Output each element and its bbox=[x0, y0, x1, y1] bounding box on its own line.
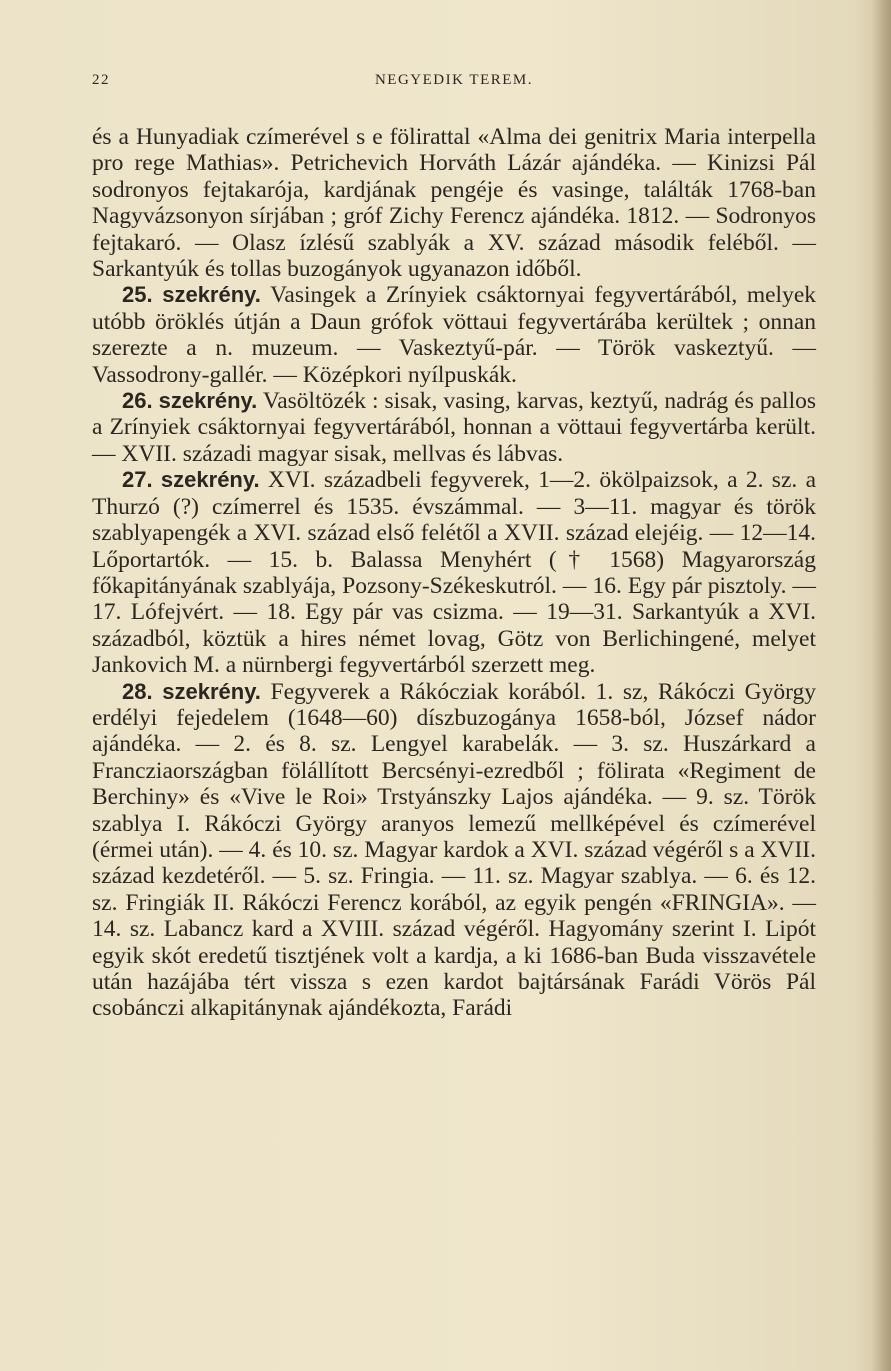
page-body bbox=[92, 124, 816, 1022]
entry-keyword: szekrény. bbox=[162, 282, 261, 308]
page-number: 22 bbox=[92, 72, 110, 88]
page-header bbox=[92, 72, 816, 94]
entry-27 bbox=[92, 467, 816, 678]
entry-28 bbox=[92, 679, 816, 1022]
entry-text: Fegyverek a Rákócziak korából. 1. sz, Rákóczi György erdélyi fejedelem (1648—60) díszbuzogánya 1658-ból, József nádor ajándéka. — 2. és 8. sz. Lengyel karabelák. — 3. sz. Huszárkard a Francziaországban fölállított Bercsényi-ezredből ; fölirata «Regiment de Berchiny» és «Vive le Roi» Trstyánszky Lajos ajándéka. — 9. sz. Török szablya I. Rákóczi György aranyos lemezű mellképével és czímerével (érmei után). — 4. és 10. sz. Magyar kardok a XVI. század végéről s a XVII. század kezdetéről. — 5. sz. Fringia. — 11. sz. Magyar szablya. — 6. és 12. sz. Fringiák II. Rákóczi Ferencz korából, az egyik pengén «FRINGIA». — 14. sz. Labancz kard a XVIII. század végéről. Hagyomány szerint I. Lipót egyik skót eredetű tisztjének volt a kardja, a ki 1686-ban Buda visszavétele után hazájába tért vissza s ezen kardot bajtársának Farádi Vörös Pál csobánczi alkapitánynak ajándékozta, Farádi bbox=[92, 678, 816, 1022]
page-edge-shadow bbox=[871, 0, 891, 1371]
entry-25 bbox=[92, 282, 816, 388]
entry-text: Vasöltözék : sisak, vasing, karvas, keztyű, nadrág és pallos a Zrínyiek csáktornyai fegyvertárából, honnan a vöttaui fegyvertárba került. — XVII. századi magyar sisak, mellvas és lábvas. bbox=[92, 388, 816, 467]
entry-text: Vasingek a Zrínyiek csáktornyai fegyvertárából, melyek utóbb öröklés útján a Daun grófok vöttaui fegyvertárába kerültek ; onnan szerezte a n. muzeum. — Vaskeztyű-pár. — Török vaskeztyű. — Vassodrony-gallér. — Középkori nyílpuskák. bbox=[92, 282, 817, 388]
entry-number: 28. bbox=[122, 678, 153, 704]
entry-number: 27. bbox=[122, 467, 153, 493]
entry-text: XVI. századbeli fegyverek, 1—2. ökölpaizsok, a 2. sz. a Thurzó (?) czímerrel és 1535. évszámmal. — 3—11. magyar és török szablyapengék a XVI. század első felétől a XVII. század elejéig. — 12—14. Lőportartók. — 15. b. Balassa Menyhért († 1568) Magyarország főkapitányának szablyája, Pozsony-Székeskutról. — 16. Egy pár pisztoly. — 17. Lófejvért. — 18. Egy pár vas csizma. — 19—31. Sarkantyúk a XVI. századból, köztük a hires német lovag, Götz von Berlichingené, melyet Jankovich M. a nürnbergi fegyvertárból szerzett meg. bbox=[92, 467, 816, 679]
running-title: NEGYEDIK TEREM. bbox=[374, 72, 534, 88]
entry-keyword: szekrény. bbox=[158, 388, 258, 414]
entry-26 bbox=[92, 388, 816, 467]
intro-paragraph: és a Hunyadiak czímerével s e fölirattal «Alma dei genitrix Maria interpella pro rege Mathias». Petrichevich Horváth Lázár ajándéka. — Kinizsi Pál sodronyos fejtakarója, kardjának pengéje és vasinge, találták 1768-ban Nagyvázsonyon sírjában ; gróf Zichy Ferencz ajándéka. 1812. — Sodronyos fejtakaró. — Olasz ízlésű szablyák a XV. század második feléből. — Sarkantyúk és tollas buzogányok ugyanazon időből. bbox=[92, 124, 816, 283]
entry-keyword: szekrény. bbox=[160, 467, 260, 493]
entry-keyword: szekrény. bbox=[162, 678, 261, 704]
entry-number: 26. bbox=[122, 388, 153, 414]
entry-number: 25. bbox=[122, 282, 153, 308]
